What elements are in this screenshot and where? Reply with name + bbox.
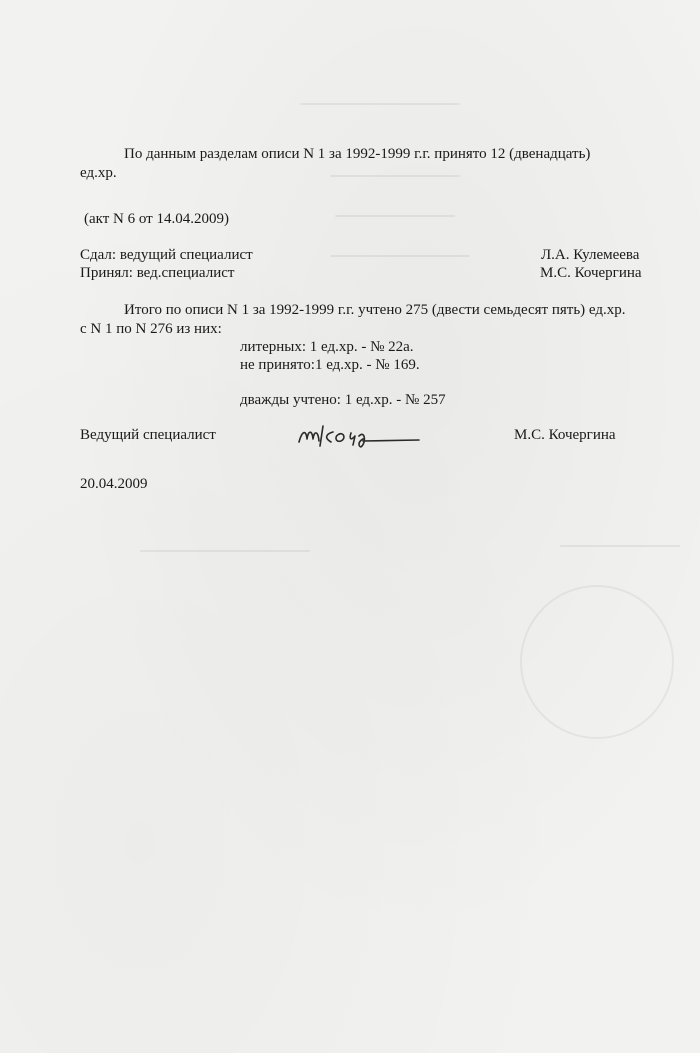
handed-over-label: Сдал: ведущий специалист (80, 247, 253, 263)
bleed-through-seal (520, 585, 674, 739)
total-text-line2: с N 1 по N 276 из них: (80, 321, 222, 337)
bleed-through-mark (335, 215, 455, 217)
bleed-through-mark (330, 255, 470, 257)
received-name: М.С. Кочергина (540, 265, 642, 281)
document-date: 20.04.2009 (80, 476, 148, 492)
bleed-through-mark (330, 175, 460, 177)
intro-text-line2: ед.хр. (80, 165, 117, 181)
intro-text-line1: По данным разделам описи N 1 за 1992-1999 г.г. принято 12 (двенадцать) (124, 146, 591, 162)
bleed-through-mark (300, 103, 460, 105)
signer-position: Ведущий специалист (80, 427, 216, 443)
signer-name: М.С. Кочергина (514, 427, 616, 443)
literal-units-line: литерных: 1 ед.хр. - № 22а. (240, 339, 414, 355)
act-reference: (акт N 6 от 14.04.2009) (84, 211, 229, 227)
received-label: Принял: вед.специалист (80, 265, 235, 281)
bleed-through-mark (560, 545, 680, 547)
handed-over-name: Л.А. Кулемеева (541, 247, 640, 263)
bleed-through-mark (140, 550, 310, 552)
not-accepted-line: не принято:1 ед.хр. - № 169. (240, 357, 420, 373)
handwritten-signature (293, 418, 423, 458)
total-text-line1: Итого по описи N 1 за 1992-1999 г.г. учтено 275 (двести семьдесят пять) ед.хр. (124, 302, 626, 318)
double-counted-line: дважды учтено: 1 ед.хр. - № 257 (240, 392, 446, 408)
